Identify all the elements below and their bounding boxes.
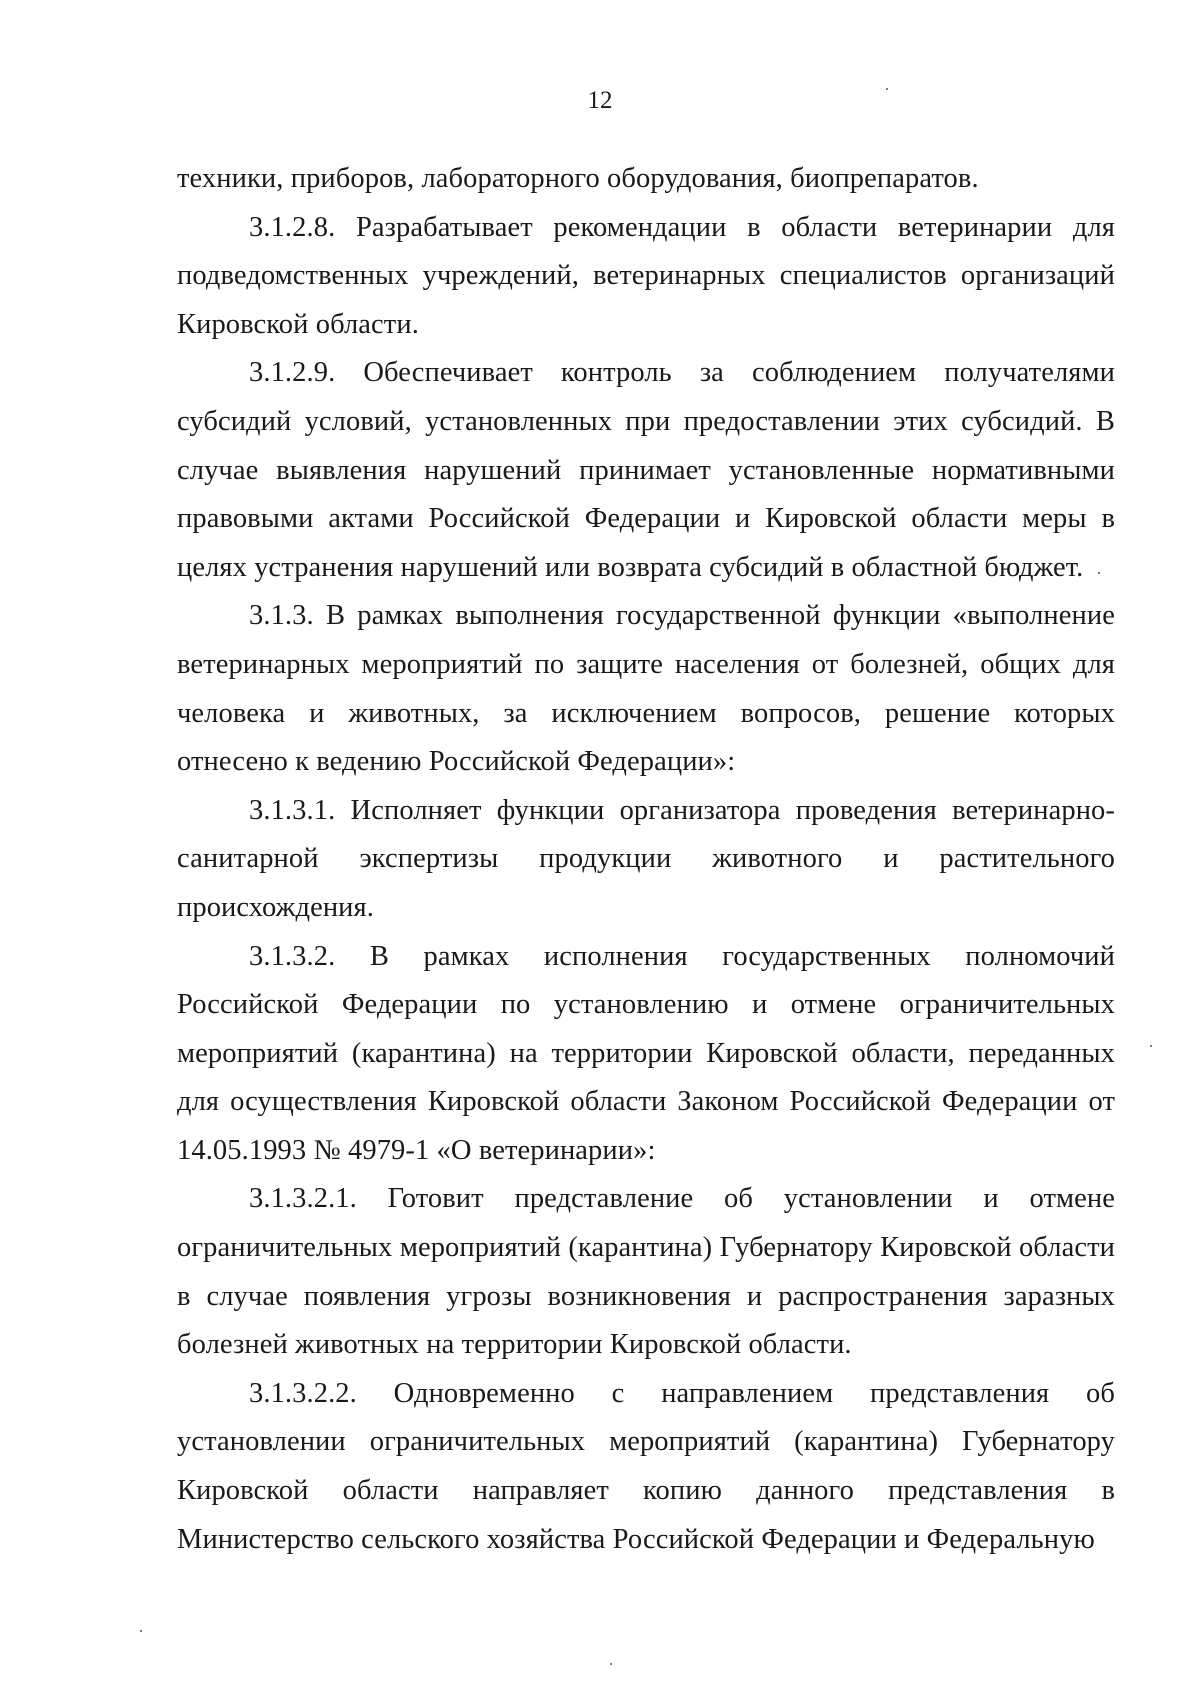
scan-speck (886, 88, 888, 90)
paragraph-3-1-3: 3.1.3. В рамках выполнения государственной функции «выполнение ветеринарных мероприятий по защите населения от болезней, общих для человека и животных, за исключением вопросов, решение которых отнесено к ведению Российской Федерации»: (177, 600, 1115, 778)
paragraph-3-1-3-2-1: 3.1.3.2.1. Готовит представление об установлении и отмене ограничительных мероприятий (карантина) Губернатору Кировской области в случае появления угрозы возникновения и распространения заразных болезней животных на территории Кировской области. (177, 1183, 1115, 1361)
paragraph-3-1-2-8: 3.1.2.8. Разрабатывает рекомендации в области ветеринарии для подведомственных учреждений, ветеринарных специалистов организаций Кировской области. (177, 211, 1115, 340)
scan-speck (140, 1630, 142, 1632)
paragraph-continuation: техники, приборов, лабораторного оборудования, биопрепаратов. (177, 163, 979, 194)
paragraph-3-1-3-2: 3.1.3.2. В рамках исполнения государственных полномочий Российской Федерации по установлению и отмене ограничительных мероприятий (карантина) на территории Кировской области, переданных для осуществления Кировской области Законом Российской Федерации от 14.05.1993 № 4979-1 «О ветеринарии»: (177, 940, 1115, 1166)
page-number: 12 (587, 87, 613, 114)
scan-speck (610, 1663, 612, 1665)
paragraph-3-1-3-2-2: 3.1.3.2.2. Одновременно с направлением представления об установлении ограничительных мероприятий (карантина) Губернатору Кировской области направляет копию данного представления в Министерство сельского хозяйства Российской Федерации и Федеральную (177, 1377, 1115, 1555)
scan-speck (1150, 1045, 1152, 1047)
document-body (177, 155, 1115, 1564)
scan-speck (1098, 572, 1100, 574)
paragraph-3-1-3-1: 3.1.3.1. Исполняет функции организатора проведения ветеринарно-санитарной экспертизы продукции животного и растительного происхождения. (177, 794, 1115, 923)
paragraph-3-1-2-9: 3.1.2.9. Обеспечивает контроль за соблюдением получателями субсидий условий, установленных при предоставлении этих субсидий. В случае выявления нарушений принимает установленные нормативными правовыми актами Российской Федерации и Кировской области меры в целях устранения нарушений или возврата субсидий в областной бюджет. (177, 357, 1115, 583)
